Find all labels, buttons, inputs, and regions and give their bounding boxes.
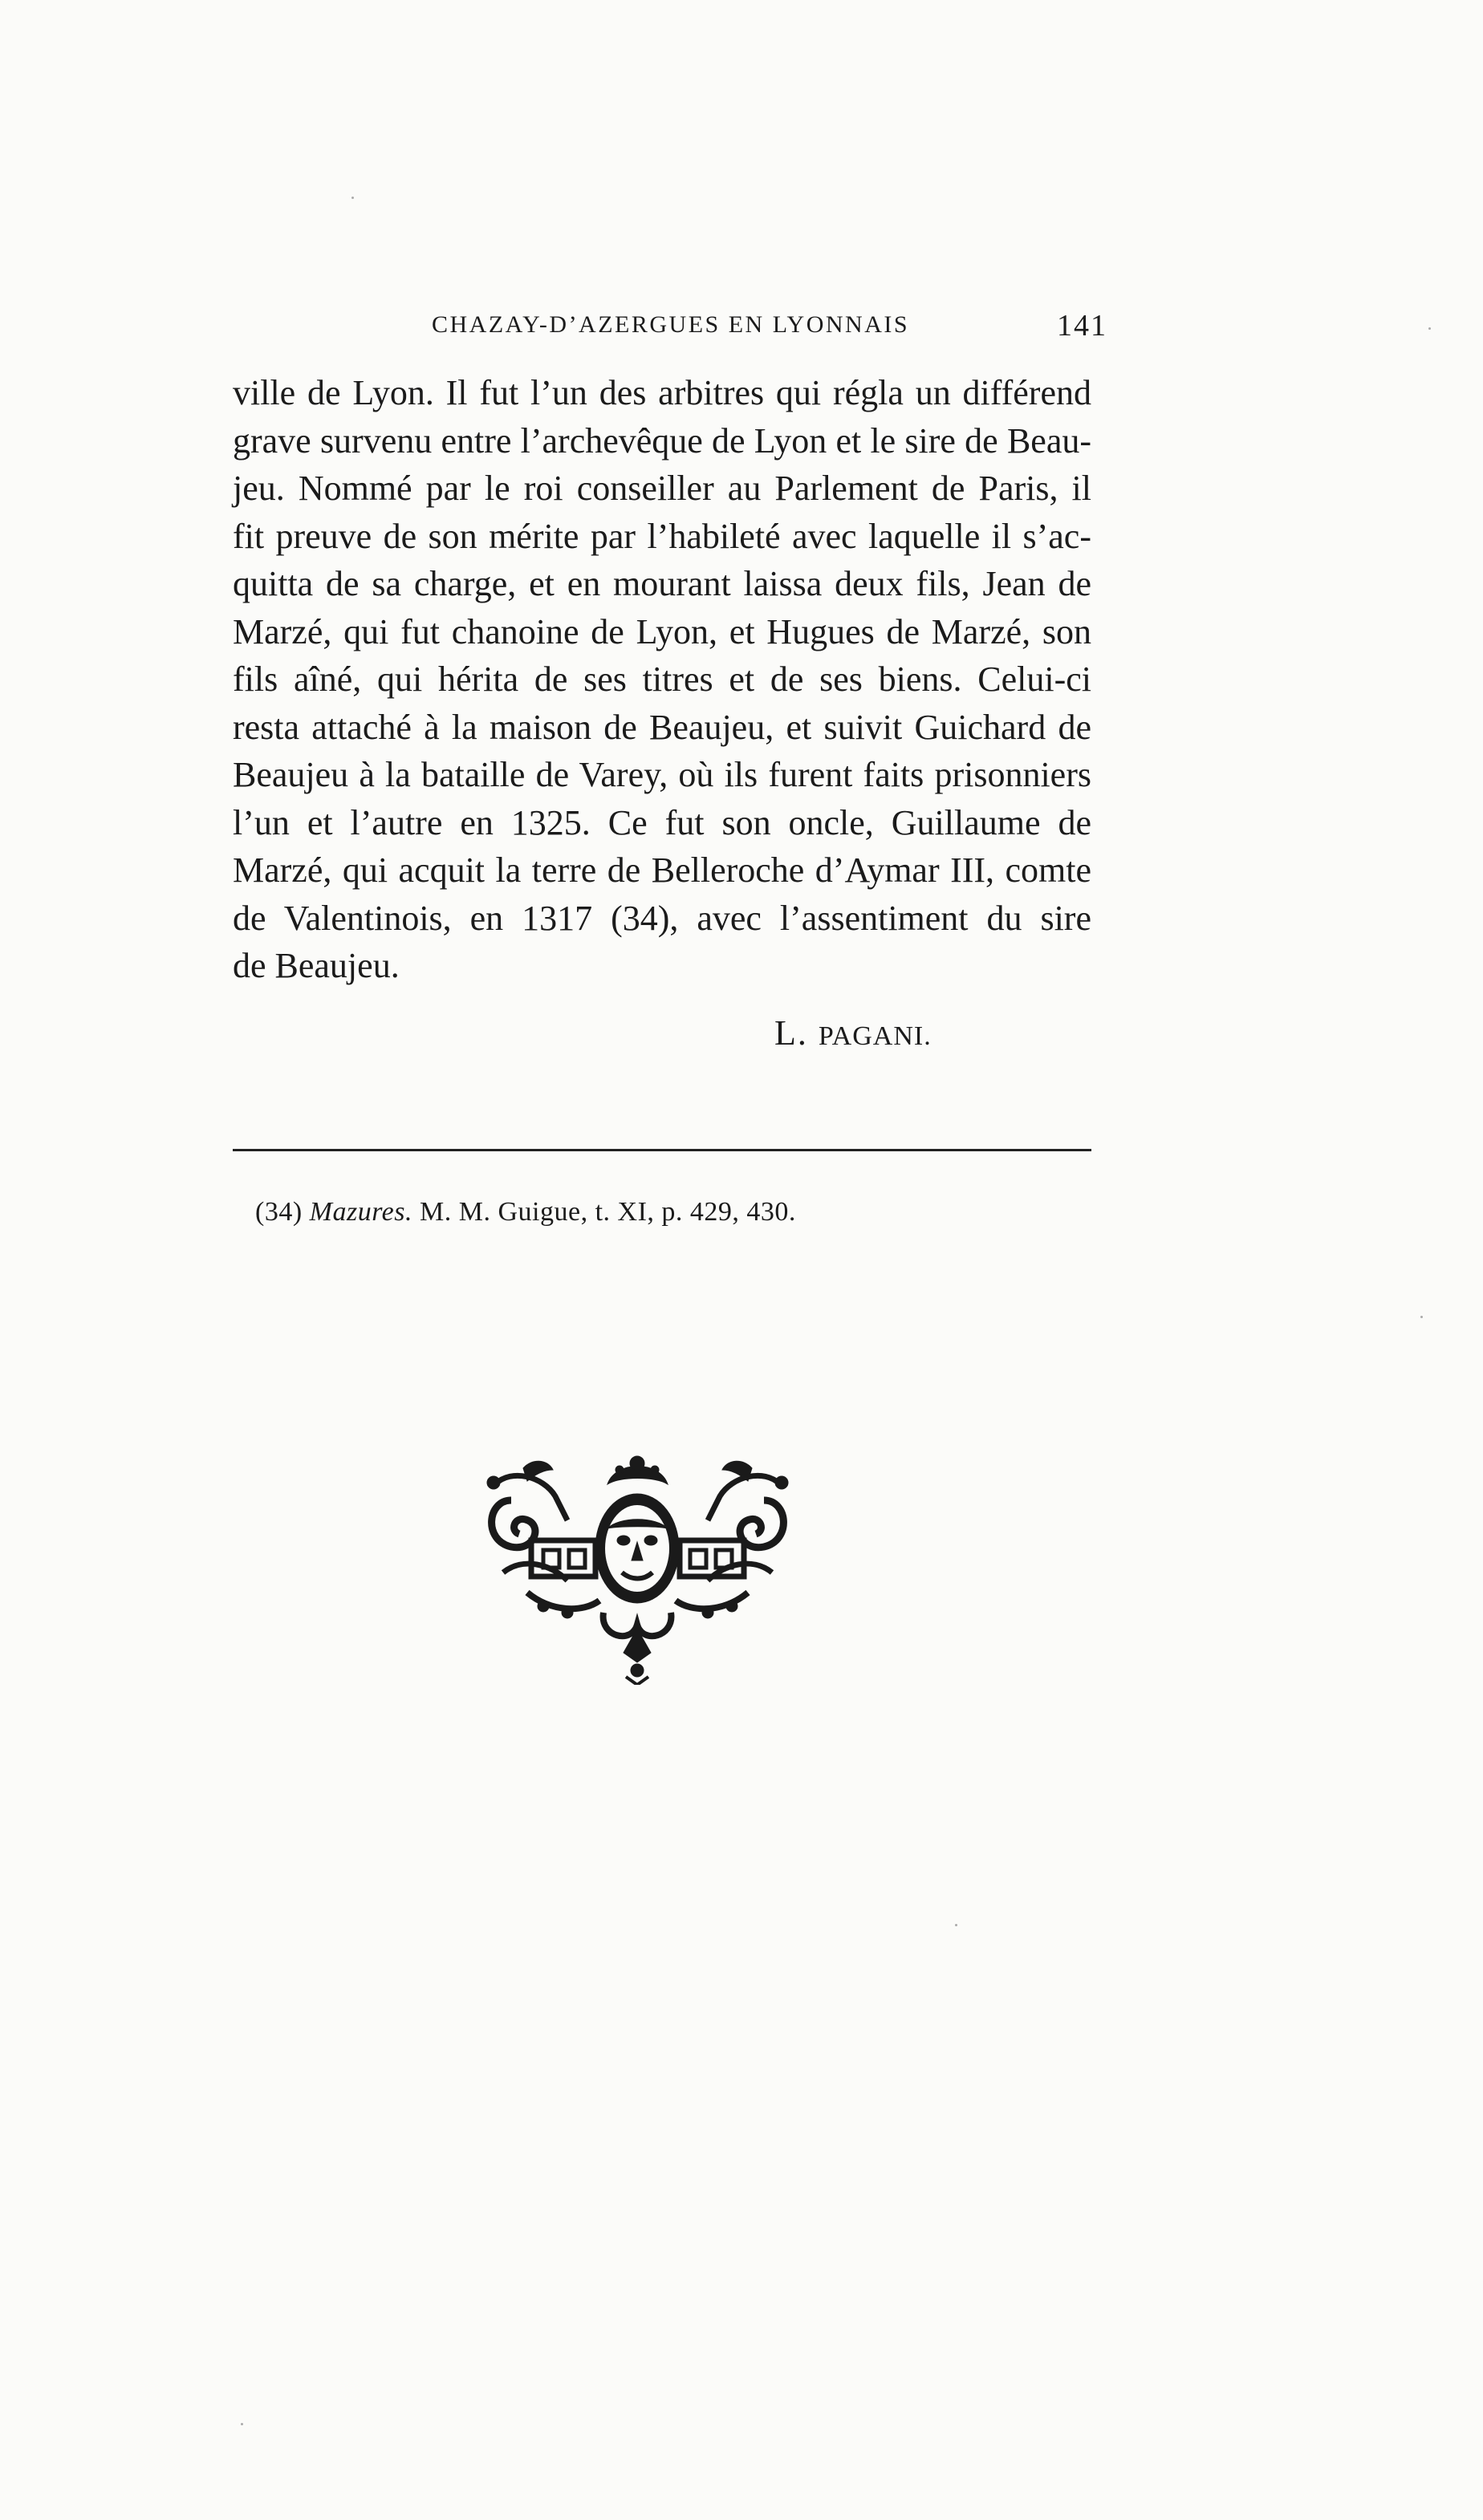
footnote-reference: M. M. Guigue, t. XI, p. 429, 430. (420, 1197, 796, 1227)
footnote-separator (233, 1149, 1091, 1151)
page-number: 141 (1057, 309, 1107, 343)
text-line: resta attaché à la maison de Beaujeu, et suivit Guichard de (233, 707, 1091, 747)
paper-speck (241, 2423, 243, 2425)
footnote-source-title: Mazures. (309, 1197, 413, 1227)
footnote-marker: (34) (255, 1197, 303, 1227)
running-head (233, 309, 1107, 351)
paper-speck (955, 1924, 957, 1926)
paper-speck (1420, 1316, 1423, 1318)
text-line: Beaujeu à la bataille de Varey, où ils furent faits prisonniers (233, 755, 1091, 794)
fleuron-mascaron-ornament-icon (479, 1452, 796, 1685)
body-paragraph (233, 369, 1091, 990)
author-initial: L. (774, 1013, 808, 1053)
text-line: fils aîné, qui hérita de ses titres et de ses biens. Celui-ci (233, 659, 1091, 699)
text-line: ville de Lyon. Il fut l’un des arbitres qui régla un différend (233, 373, 1091, 412)
text-line: Marzé, qui acquit la terre de Belleroche d’Aymar III, comte (233, 850, 1091, 890)
text-line: l’un et l’autre en 1325. Ce fut son oncle, Guillaume de (233, 802, 1091, 842)
author-signature (774, 1012, 932, 1053)
footnote (255, 1197, 796, 1228)
text-line: quitta de sa charge, et en mourant laissa deux fils, Jean de (233, 564, 1091, 603)
text-line: grave survenu entre l’archevêque de Lyon et le sire de Beau- (233, 420, 1091, 461)
paper-speck (351, 197, 354, 199)
author-surname: PAGANI. (818, 1021, 932, 1051)
text-line-last: de Beaujeu. (233, 946, 400, 985)
text-line: jeu. Nommé par le roi conseiller au Parlement de Paris, il (233, 469, 1091, 508)
paper-speck (1428, 327, 1431, 330)
running-title: CHAZAY-D’AZERGUES EN LYONNAIS (432, 311, 910, 338)
text-line: fit preuve de son mérite par l’habileté avec laquelle il s’ac- (233, 516, 1091, 556)
text-line: de Valentinois, en 1317 (34), avec l’assentiment du sire (233, 898, 1091, 938)
ornament-drawing (479, 1452, 796, 1685)
text-line: Marzé, qui fut chanoine de Lyon, et Hugues de Marzé, son (233, 611, 1091, 651)
